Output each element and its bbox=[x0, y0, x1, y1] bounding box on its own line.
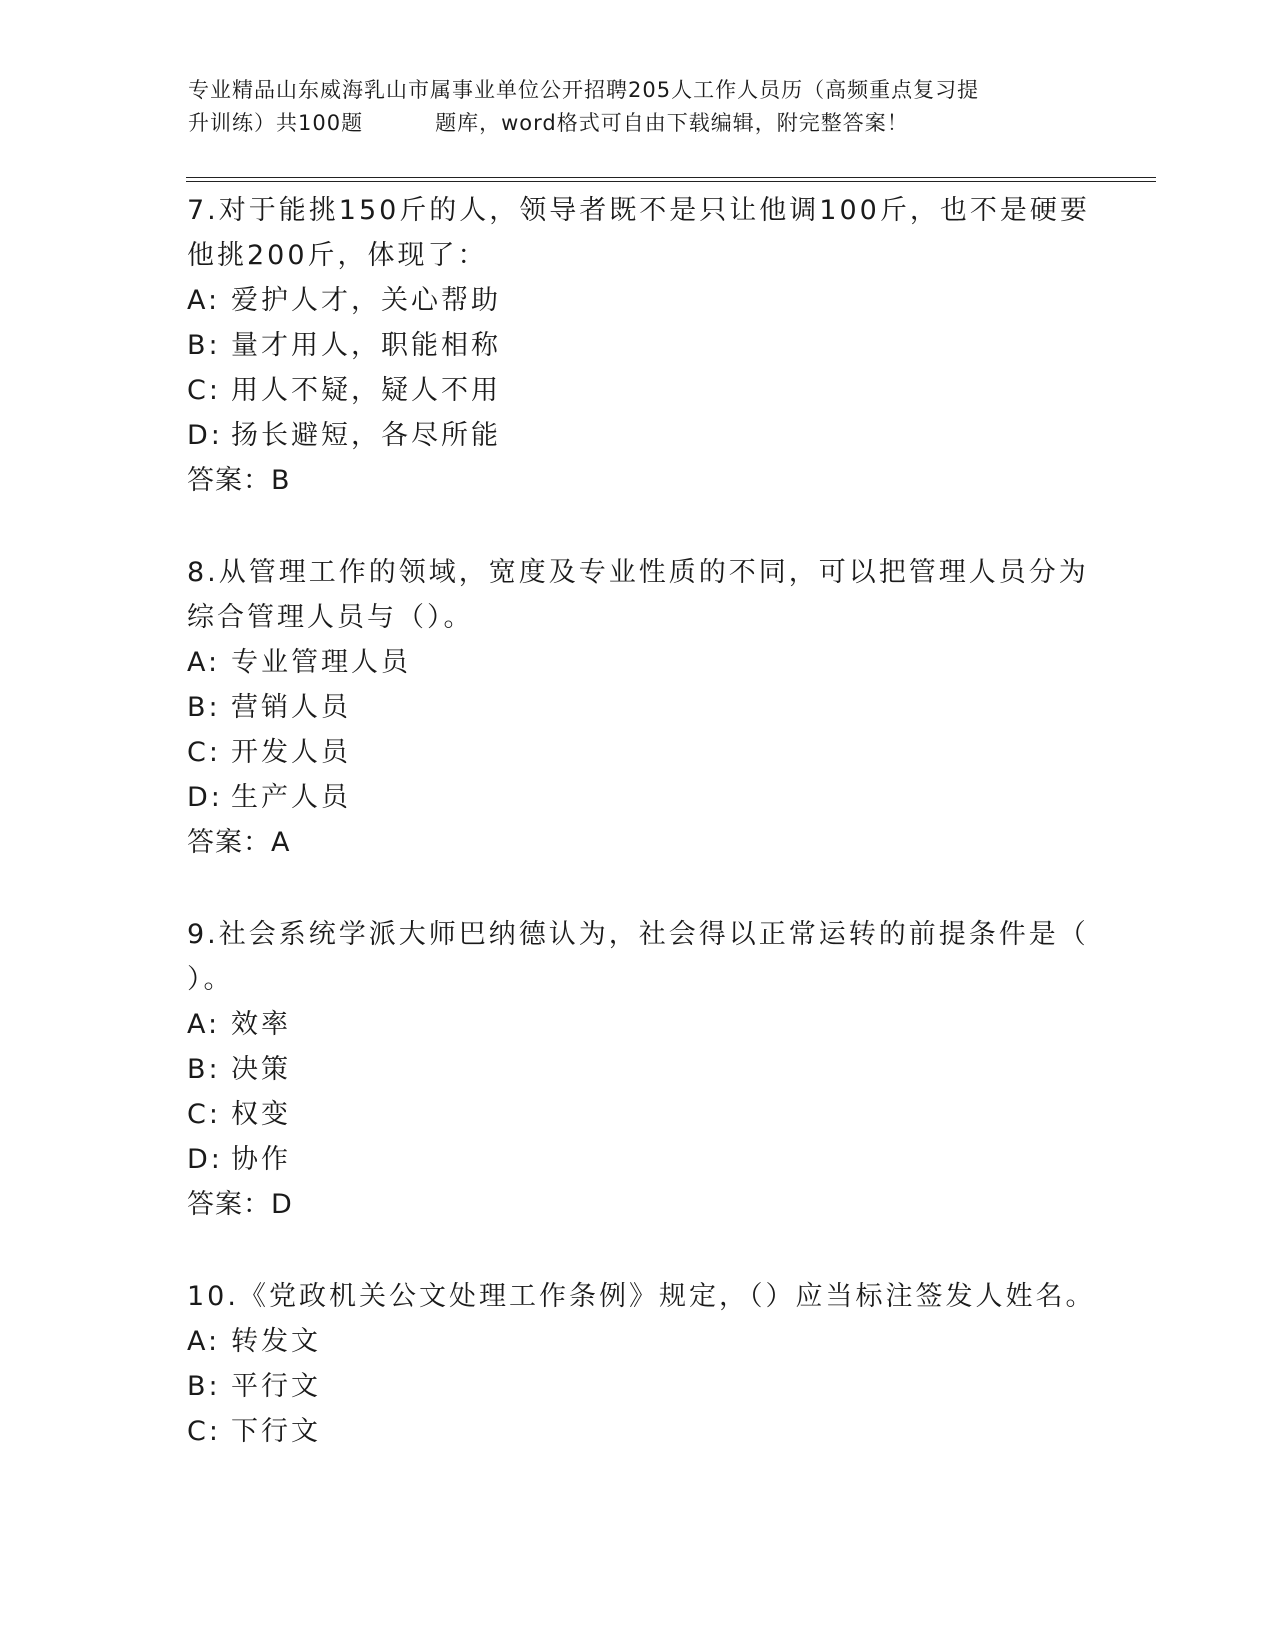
option-d bbox=[187, 413, 1087, 458]
header-line-1: 专业精品山东威海乳山市属事业单位公开招聘205人工作人员历（高频重点复习提 bbox=[188, 78, 980, 102]
question-stem-line: 8.从管理工作的领域，宽度及专业性质的不同，可以把管理人员分为 bbox=[187, 557, 1089, 588]
option-c bbox=[187, 1092, 1087, 1137]
option-text: 下行文 bbox=[231, 1416, 321, 1447]
document-header bbox=[188, 74, 1088, 140]
option-a bbox=[187, 278, 1087, 323]
option-text: 协作 bbox=[231, 1144, 291, 1175]
option-letter: A: bbox=[187, 1009, 221, 1040]
option-text: 专业管理人员 bbox=[231, 647, 411, 678]
option-text: 用人不疑，疑人不用 bbox=[231, 375, 501, 406]
header-line-2-right: 题库，word格式可自由下载编辑，附完整答案！ bbox=[435, 111, 909, 135]
option-text: 平行文 bbox=[231, 1371, 321, 1402]
option-a bbox=[187, 1319, 1087, 1364]
option-c bbox=[187, 1409, 1087, 1454]
option-letter: C: bbox=[187, 1416, 221, 1447]
option-text: 开发人员 bbox=[231, 737, 351, 768]
option-c bbox=[187, 368, 1087, 413]
option-text: 营销人员 bbox=[231, 692, 351, 723]
option-c bbox=[187, 730, 1087, 775]
option-letter: D: bbox=[187, 420, 223, 451]
option-letter: D: bbox=[187, 1144, 223, 1175]
answer-line: 答案：A bbox=[187, 827, 291, 858]
option-letter: C: bbox=[187, 737, 221, 768]
option-letter: C: bbox=[187, 1099, 221, 1130]
answer-line: 答案：D bbox=[187, 1189, 293, 1220]
option-text: 量才用人，职能相称 bbox=[231, 330, 501, 361]
question-stem-line: 9.社会系统学派大师巴纳德认为，社会得以正常运转的前提条件是（ bbox=[187, 919, 1089, 950]
question-10 bbox=[187, 1274, 1096, 1454]
header-divider-top bbox=[186, 177, 1156, 178]
option-d bbox=[187, 1137, 1087, 1182]
option-letter: A: bbox=[187, 285, 221, 316]
option-text: 扬长避短，各尽所能 bbox=[231, 420, 501, 451]
option-b bbox=[187, 1364, 1087, 1409]
option-letter: D: bbox=[187, 782, 223, 813]
question-stem-line: ）。 bbox=[187, 964, 234, 995]
option-text: 生产人员 bbox=[231, 782, 351, 813]
option-letter: B: bbox=[187, 330, 221, 361]
option-letter: B: bbox=[187, 692, 221, 723]
option-letter: A: bbox=[187, 647, 221, 678]
question-7 bbox=[187, 188, 1090, 503]
option-b bbox=[187, 323, 1087, 368]
option-text: 权变 bbox=[231, 1099, 291, 1130]
option-text: 爱护人才，关心帮助 bbox=[231, 285, 501, 316]
question-stem-line: 7.对于能挑150斤的人，领导者既不是只让他调100斤，也不是硬要 bbox=[187, 195, 1090, 226]
option-a bbox=[187, 640, 1087, 685]
option-a bbox=[187, 1002, 1087, 1047]
answer-line: 答案：B bbox=[187, 465, 291, 496]
question-stem-line: 10.《党政机关公文处理工作条例》规定，（）应当标注签发人姓名。 bbox=[187, 1281, 1096, 1312]
option-letter: C: bbox=[187, 375, 221, 406]
header-line-2-left: 升训练）共100题 bbox=[188, 111, 364, 135]
question-8 bbox=[187, 550, 1087, 865]
option-d bbox=[187, 775, 1087, 820]
question-stem-line: 他挑200斤，体现了： bbox=[187, 240, 488, 271]
option-letter: A: bbox=[187, 1326, 221, 1357]
question-9 bbox=[187, 912, 1087, 1227]
option-b bbox=[187, 1047, 1087, 1092]
option-letter: B: bbox=[187, 1371, 221, 1402]
option-text: 转发文 bbox=[231, 1326, 321, 1357]
question-list bbox=[187, 188, 1096, 1454]
option-text: 效率 bbox=[231, 1009, 291, 1040]
option-letter: B: bbox=[187, 1054, 221, 1085]
option-b bbox=[187, 685, 1087, 730]
header-line-2 bbox=[188, 107, 1088, 140]
question-stem-line: 综合管理人员与（）。 bbox=[187, 602, 474, 633]
header-divider-bottom bbox=[186, 181, 1156, 182]
option-text: 决策 bbox=[231, 1054, 291, 1085]
